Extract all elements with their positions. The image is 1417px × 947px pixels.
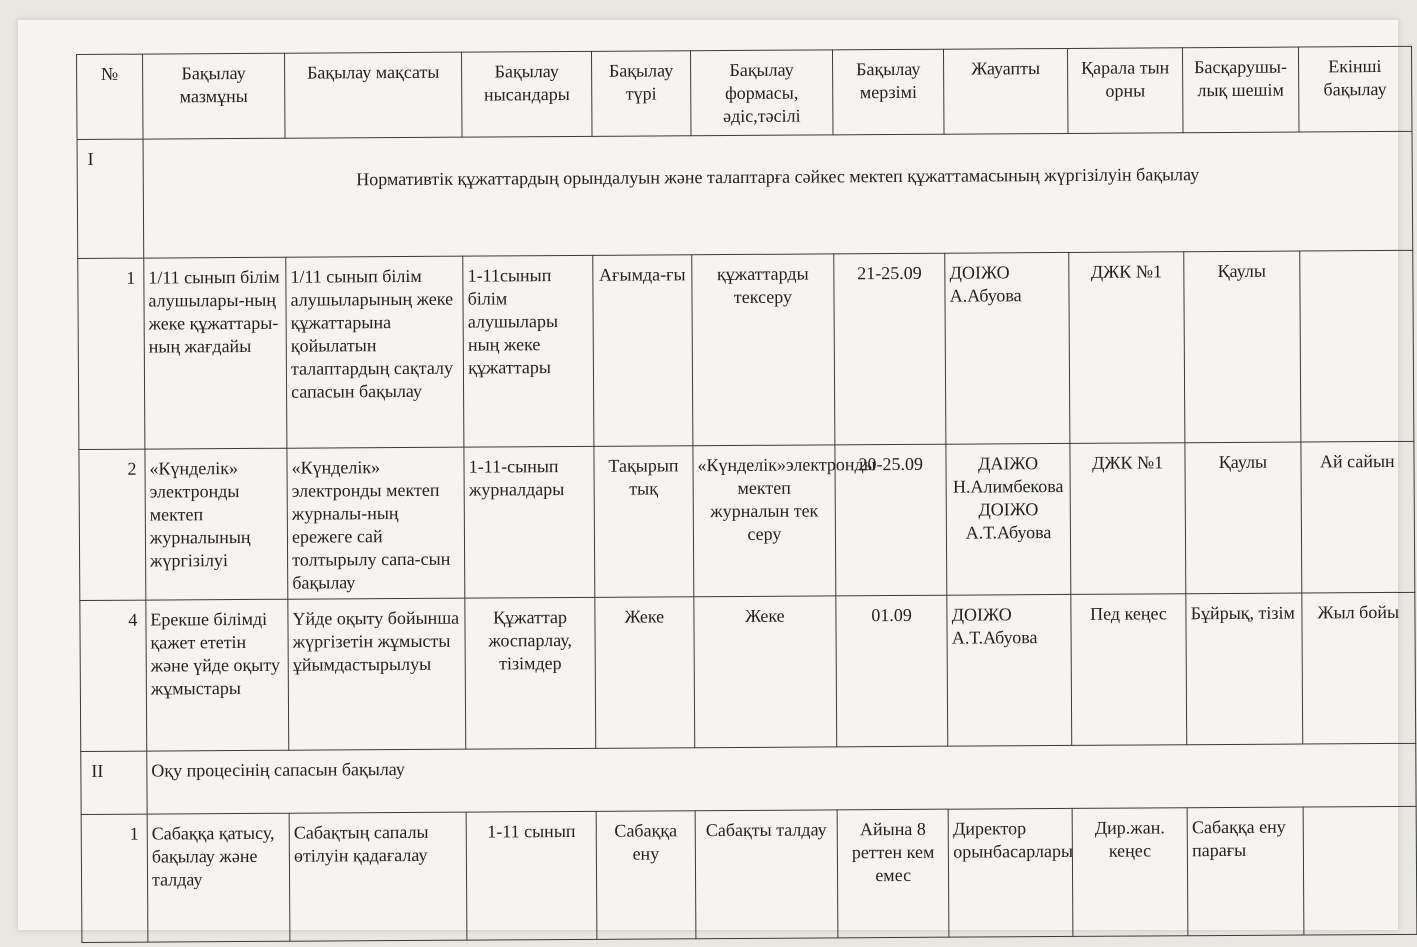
row-decision: Бұйрық, тізім <box>1186 593 1302 745</box>
section-1-row <box>77 131 1413 258</box>
section-2-row <box>81 743 1416 814</box>
row-decision: Қаулы <box>1185 442 1301 594</box>
header-type: Бақылау түрі <box>592 51 691 137</box>
row-responsible: ДАІЖО Н.Алимбекова ДОІЖО А.Т.Абуова <box>946 443 1071 595</box>
header-decision: Басқарушы-лық шешім <box>1183 47 1299 133</box>
header-responsible: Жауапты <box>944 48 1068 134</box>
row-objects: 1-11-сынып журналдары <box>464 446 595 598</box>
table-row <box>79 441 1415 600</box>
header-place: Қарала тын орны <box>1067 48 1183 134</box>
row-decision: Қаулы <box>1184 251 1301 443</box>
row-type: Ағымда-ғы <box>593 255 693 447</box>
header-objects: Бақылау нысандары <box>462 51 592 137</box>
table-row <box>80 592 1416 751</box>
section-2-number: II <box>81 751 147 814</box>
row-place: ДЖК №1 <box>1070 443 1186 595</box>
row-content: Сабаққа қатысу, бақылау және талдау <box>147 813 290 942</box>
header-row <box>77 46 1412 139</box>
row-term: 21-25.09 <box>834 253 946 445</box>
row-form: Сабақты талдау <box>695 810 838 939</box>
row-term: Айына 8 реттен кем емес <box>837 809 949 938</box>
header-content: Бақылау мазмұны <box>142 53 285 139</box>
row-number: 1 <box>81 814 148 942</box>
row-goal: «Күнделік» электронды мектеп журналы-ның ережеге сай толтырылу сапа-сын бақылау <box>287 447 465 599</box>
row-second-control: Жыл бойы <box>1301 592 1415 744</box>
row-place: ДЖК №1 <box>1069 252 1186 444</box>
row-objects: 1-11 сынып <box>466 811 597 940</box>
row-number: 4 <box>80 600 147 751</box>
row-number: 2 <box>79 449 146 600</box>
row-number: 1 <box>78 258 145 449</box>
row-second-control: Ай сайын <box>1301 441 1415 593</box>
row-goal: 1/11 сынып білім алушыларының жеке құжаттарына қойылатын талаптардың сақталу сапасын бақылау <box>286 256 464 448</box>
header-number: № <box>77 54 143 139</box>
row-decision: Сабаққа ену парағы <box>1187 807 1303 936</box>
row-second-control <box>1303 806 1417 935</box>
row-content: Ерекше білімді қажет ететін және үйде оқыту жұмыстары <box>146 599 289 751</box>
table-row <box>78 250 1414 449</box>
table-row <box>81 806 1417 942</box>
row-type: Сабаққа ену <box>596 811 696 940</box>
paper-sheet <box>18 20 1398 930</box>
row-term: 01.09 <box>836 595 948 747</box>
section-1-number: I <box>77 139 144 258</box>
row-form: құжаттарды тексеру <box>692 254 835 446</box>
header-goal: Бақылау мақсаты <box>285 52 463 138</box>
row-objects: 1-11сынып білім алушылары ның жеке құжаттары <box>463 255 594 447</box>
header-form: Бақылау формасы, әдіс,тәсілі <box>690 50 833 136</box>
section-1-title: Нормативтік құжаттардың орындалуын және талаптарға сәйкес мектеп құжаттамасының жүргізілуін бақылау <box>143 131 1413 258</box>
row-objects: Құжаттар жоспарлау, тізімдер <box>465 597 596 749</box>
row-content: «Күнделік» электронды мектеп журналының жүргізілуі <box>145 448 288 600</box>
row-responsible: ДОІЖО А.Т.Абуова <box>947 594 1072 746</box>
row-form: Жеке <box>694 596 837 748</box>
row-content: 1/11 сынып білім алушылары-ның жеке құжаттары-ның жағдайы <box>144 257 287 449</box>
row-term: 20-25.09 <box>835 444 947 596</box>
row-goal: Сабақтың сапалы өтілуін қадағалау <box>289 812 467 941</box>
row-place: Пед кеңес <box>1071 594 1187 746</box>
control-plan-table <box>76 46 1417 943</box>
row-responsible: ДОІЖО А.Абуова <box>945 252 1070 444</box>
section-2-title: Оқу процесінің сапасын бақылау <box>147 743 1416 814</box>
header-term: Бақылау мерзімі <box>833 49 945 135</box>
header-second-control: Екінші бақылау <box>1298 46 1412 132</box>
row-form: «Күнделік»электронды мектеп журналын тек серу <box>693 445 836 597</box>
row-type: Тақырып тық <box>594 446 694 598</box>
row-place: Дир.жан. кеңес <box>1072 808 1188 937</box>
row-goal: Үйде оқыту бойынша жүргізетін жұмысты ұйымдастырылуы <box>288 598 466 750</box>
row-responsible: Директор орынбасарлары <box>948 808 1072 937</box>
row-type: Жеке <box>595 597 695 749</box>
row-second-control <box>1299 250 1414 442</box>
